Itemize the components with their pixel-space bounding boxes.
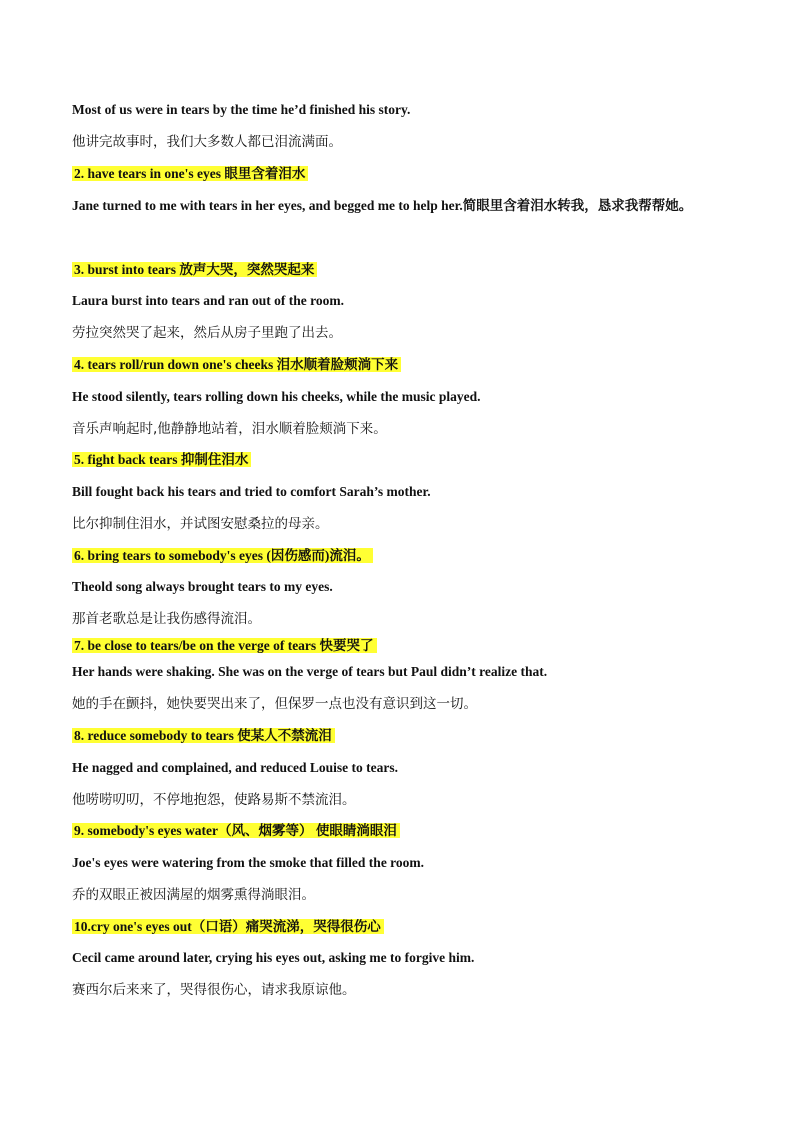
example-zh-6: 那首老歌总是让我伤感得流泪。 — [72, 611, 261, 627]
example-en-9: Joe's eyes were watering from the smoke that filled the room. — [72, 855, 425, 870]
example-zh-8: 他唠唠叨叨，不停地抱怨，使路易斯不禁流泪。 — [72, 792, 356, 808]
example-en-6: Theold song always brought tears to my eyes. — [72, 579, 333, 594]
heading-9 — [72, 822, 734, 840]
example-en-4: He stood silently, tears rolling down his cheeks, while the music played. — [72, 389, 481, 404]
heading-highlight: 10.cry one's eyes out（口语）痛哭流涕，哭得很伤心 — [72, 919, 384, 934]
example-zh-10: 赛西尔后来来了，哭得很伤心，请求我原谅他。 — [72, 982, 356, 998]
example-zh-4: 音乐声响起时,他静静地站着，泪水顺着脸颊淌下来。 — [72, 421, 387, 437]
example-en-3: Laura burst into tears and ran out of the room. — [72, 293, 345, 308]
heading-4 — [72, 356, 734, 374]
heading-highlight: 5. fight back tears 抑制住泪水 — [72, 452, 251, 467]
heading-3 — [72, 261, 734, 279]
heading-7 — [72, 637, 734, 655]
example-zh-7: 她的手在颤抖，她快要哭出来了，但保罗一点也没有意识到这一切。 — [72, 696, 477, 712]
example-zh-3: 劳拉突然哭了起来，然后从房子里跑了出去。 — [72, 325, 342, 341]
example-en-10: Cecil came around later, crying his eyes out, asking me to forgive him. — [72, 950, 475, 965]
heading-highlight: 9. somebody's eyes water（风、烟雾等） 使眼睛淌眼泪 — [72, 823, 400, 838]
example-zh-9: 乔的双眼正被因满屋的烟雾熏得淌眼泪。 — [72, 887, 315, 903]
example-zh-1: 他讲完故事时，我们大多数人都已泪流满面。 — [72, 134, 342, 150]
heading-highlight: 6. bring tears to somebody's eyes (因伤感而)流泪。 — [72, 548, 373, 563]
heading-10 — [72, 918, 734, 936]
heading-2 — [72, 165, 734, 183]
example-en-8: He nagged and complained, and reduced Louise to tears. — [72, 760, 399, 775]
example-en-2: Jane turned to me with tears in her eyes, and begged me to help her.简眼里含着泪水转我，恳求我帮帮她。 — [72, 198, 693, 213]
example-en-1: Most of us were in tears by the time he’d finished his story. — [72, 102, 411, 117]
heading-highlight: 8. reduce somebody to tears 使某人不禁流泪 — [72, 728, 335, 743]
heading-highlight: 2. have tears in one's eyes 眼里含着泪水 — [72, 166, 308, 181]
heading-highlight: 7. be close to tears/be on the verge of tears 快要哭了 — [72, 638, 377, 653]
example-en-5: Bill fought back his tears and tried to comfort Sarah’s mother. — [72, 484, 431, 499]
heading-5 — [72, 451, 734, 469]
heading-8 — [72, 727, 734, 745]
example-zh-5: 比尔抑制住泪水，并试图安慰桑拉的母亲。 — [72, 516, 329, 532]
heading-highlight: 4. tears roll/run down one's cheeks 泪水顺着脸颊淌下来 — [72, 357, 401, 372]
example-en-7: Her hands were shaking. She was on the verge of tears but Paul didn’t realize that. — [72, 664, 548, 679]
heading-6 — [72, 547, 734, 565]
heading-highlight: 3. burst into tears 放声大哭，突然哭起来 — [72, 262, 317, 277]
